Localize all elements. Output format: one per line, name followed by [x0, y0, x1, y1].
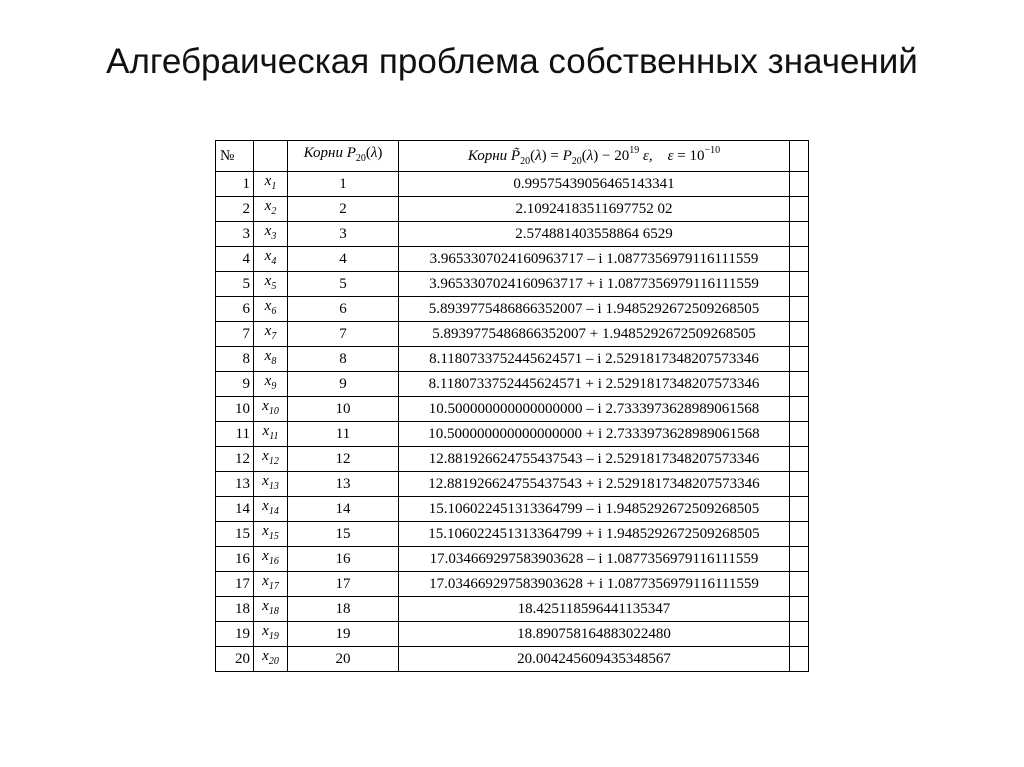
variable-subscript: 11	[269, 431, 279, 442]
row-empty-cell	[790, 647, 809, 672]
row-root: 11	[288, 422, 399, 447]
row-variable	[254, 372, 288, 397]
row-number: 19	[216, 622, 254, 647]
row-number: 20	[216, 647, 254, 672]
row-empty-cell	[790, 322, 809, 347]
row-perturbed-root: 2.574881403558864 6529	[399, 222, 790, 247]
row-number: 12	[216, 447, 254, 472]
row-number: 2	[216, 197, 254, 222]
variable-name: x	[264, 373, 272, 389]
table-row	[216, 497, 809, 522]
variable-name: x	[262, 573, 269, 589]
variable-subscript: 13	[268, 481, 279, 492]
row-root: 16	[288, 547, 399, 572]
row-perturbed-root: 2.10924183511697752 02	[399, 197, 790, 222]
table-row	[216, 422, 809, 447]
row-empty-cell	[790, 522, 809, 547]
roots-table	[215, 140, 809, 672]
row-root: 6	[288, 297, 399, 322]
table-row	[216, 197, 809, 222]
row-number: 3	[216, 222, 254, 247]
row-root: 4	[288, 247, 399, 272]
row-variable	[254, 247, 288, 272]
table-row	[216, 347, 809, 372]
row-perturbed-root: 8.1180733752445624571 + i 2.5291817348207573346	[399, 372, 790, 397]
row-perturbed-root: 17.034669297583903628 + i 1.0877356979116111559	[399, 572, 790, 597]
row-empty-cell	[790, 297, 809, 322]
row-root: 17	[288, 572, 399, 597]
row-variable	[254, 647, 288, 672]
page-title: Алгебраическая проблема собственных значений	[106, 42, 918, 81]
table-header-row	[216, 141, 809, 172]
variable-subscript: 12	[268, 456, 279, 467]
variable-name: x	[264, 223, 272, 239]
row-variable	[254, 497, 288, 522]
row-variable	[254, 597, 288, 622]
row-variable	[254, 322, 288, 347]
variable-subscript: 6	[271, 306, 277, 317]
row-empty-cell	[790, 447, 809, 472]
variable-name: x	[262, 398, 269, 414]
row-number: 18	[216, 597, 254, 622]
row-variable	[254, 347, 288, 372]
row-perturbed-root: 8.1180733752445624571 – i 2.5291817348207573346	[399, 347, 790, 372]
row-number: 8	[216, 347, 254, 372]
table-row	[216, 247, 809, 272]
header-x	[254, 141, 288, 172]
variable-name: x	[262, 473, 269, 489]
row-number: 7	[216, 322, 254, 347]
row-empty-cell	[790, 372, 809, 397]
row-root: 1	[288, 172, 399, 197]
table-row	[216, 172, 809, 197]
variable-name: x	[262, 523, 269, 539]
variable-subscript: 4	[271, 256, 277, 267]
row-number: 1	[216, 172, 254, 197]
row-number: 11	[216, 422, 254, 447]
table-row	[216, 522, 809, 547]
variable-name: x	[262, 598, 269, 614]
row-variable	[254, 472, 288, 497]
row-root: 12	[288, 447, 399, 472]
variable-name: x	[264, 248, 272, 264]
row-root: 14	[288, 497, 399, 522]
row-perturbed-root: 17.034669297583903628 – i 1.0877356979116111559	[399, 547, 790, 572]
row-perturbed-root: 15.106022451313364799 – i 1.9485292672509268505	[399, 497, 790, 522]
table-row	[216, 297, 809, 322]
row-variable	[254, 572, 288, 597]
row-root: 13	[288, 472, 399, 497]
row-perturbed-root: 5.8939775486866352007 + 1.9485292672509268505	[399, 322, 790, 347]
row-variable	[254, 197, 288, 222]
table-row	[216, 622, 809, 647]
variable-subscript: 3	[271, 231, 277, 242]
variable-subscript: 20	[268, 656, 279, 667]
variable-name: x	[264, 273, 272, 289]
variable-subscript: 18	[268, 606, 279, 617]
row-variable	[254, 447, 288, 472]
row-variable	[254, 622, 288, 647]
variable-name: x	[262, 648, 269, 664]
variable-name: x	[264, 323, 272, 339]
variable-subscript: 17	[268, 581, 279, 592]
row-perturbed-root: 18.425118596441135347	[399, 597, 790, 622]
variable-subscript: 16	[268, 556, 279, 567]
table-row	[216, 447, 809, 472]
row-variable	[254, 297, 288, 322]
row-empty-cell	[790, 347, 809, 372]
row-root: 9	[288, 372, 399, 397]
row-variable	[254, 422, 288, 447]
row-empty-cell	[790, 172, 809, 197]
header-perturbed-roots: Корни $P̃_{20}(\lambda) = P_{20}(\lambda) - 20^{19}$ ε, $\varepsilon = 10^{-10}$	[399, 141, 790, 172]
table-row	[216, 272, 809, 297]
variable-name: x	[262, 548, 269, 564]
variable-subscript: 19	[268, 631, 279, 642]
row-perturbed-root: 3.9653307024160963717 + i 1.0877356979116111559	[399, 272, 790, 297]
row-perturbed-root: 20.004245609435348567	[399, 647, 790, 672]
row-empty-cell	[790, 222, 809, 247]
row-number: 16	[216, 547, 254, 572]
row-root: 5	[288, 272, 399, 297]
row-root: 18	[288, 597, 399, 622]
table-row	[216, 322, 809, 347]
row-root: 20	[288, 647, 399, 672]
row-perturbed-root: 12.881926624755437543 + i 2.5291817348207573346	[399, 472, 790, 497]
variable-name: x	[262, 498, 269, 514]
variable-subscript: 14	[268, 506, 279, 517]
row-root: 3	[288, 222, 399, 247]
row-perturbed-root: 10.500000000000000000 – i 2.7333973628989061568	[399, 397, 790, 422]
variable-subscript: 7	[271, 331, 277, 342]
row-root: 7	[288, 322, 399, 347]
row-perturbed-root: 15.106022451313364799 + i 1.9485292672509268505	[399, 522, 790, 547]
variable-name: x	[264, 298, 272, 314]
row-empty-cell	[790, 272, 809, 297]
row-perturbed-root: 18.890758164883022480	[399, 622, 790, 647]
table-row	[216, 647, 809, 672]
table-row	[216, 397, 809, 422]
table-row	[216, 597, 809, 622]
row-variable	[254, 272, 288, 297]
variable-name: x	[264, 173, 272, 189]
variable-name: x	[262, 448, 269, 464]
variable-name: x	[262, 623, 269, 639]
row-root: 2	[288, 197, 399, 222]
row-number: 9	[216, 372, 254, 397]
variable-subscript: 5	[271, 281, 277, 292]
variable-subscript: 15	[268, 531, 279, 542]
row-empty-cell	[790, 422, 809, 447]
row-empty-cell	[790, 472, 809, 497]
row-root: 8	[288, 347, 399, 372]
variable-subscript: 2	[271, 206, 277, 217]
row-variable	[254, 397, 288, 422]
row-number: 4	[216, 247, 254, 272]
table-row	[216, 472, 809, 497]
row-empty-cell	[790, 597, 809, 622]
row-empty-cell	[790, 622, 809, 647]
row-variable	[254, 222, 288, 247]
header-number: №	[216, 141, 254, 172]
row-empty-cell	[790, 547, 809, 572]
variable-name: x	[264, 198, 272, 214]
variable-subscript: 9	[271, 381, 277, 392]
row-number: 14	[216, 497, 254, 522]
row-perturbed-root: 0.99575439056465143341	[399, 172, 790, 197]
row-empty-cell	[790, 497, 809, 522]
row-empty-cell	[790, 247, 809, 272]
row-number: 13	[216, 472, 254, 497]
row-perturbed-root: 5.8939775486866352007 – i 1.9485292672509268505	[399, 297, 790, 322]
variable-subscript: 1	[271, 181, 277, 192]
row-root: 19	[288, 622, 399, 647]
table-row	[216, 547, 809, 572]
table-row	[216, 572, 809, 597]
row-empty-cell	[790, 197, 809, 222]
variable-subscript: 10	[268, 406, 279, 417]
header-roots: Корни $P_{20}(\lambda)$	[288, 141, 399, 172]
row-variable	[254, 522, 288, 547]
row-perturbed-root: 3.9653307024160963717 – i 1.0877356979116111559	[399, 247, 790, 272]
row-number: 17	[216, 572, 254, 597]
row-number: 10	[216, 397, 254, 422]
row-variable	[254, 172, 288, 197]
table-row	[216, 222, 809, 247]
row-variable	[254, 547, 288, 572]
row-number: 5	[216, 272, 254, 297]
table-row	[216, 372, 809, 397]
row-number: 6	[216, 297, 254, 322]
row-empty-cell	[790, 572, 809, 597]
row-perturbed-root: 12.881926624755437543 – i 2.5291817348207573346	[399, 447, 790, 472]
row-perturbed-root: 10.500000000000000000 + i 2.7333973628989061568	[399, 422, 790, 447]
row-root: 15	[288, 522, 399, 547]
row-empty-cell	[790, 397, 809, 422]
header-empty-column	[790, 141, 809, 172]
variable-name: x	[262, 423, 270, 439]
variable-subscript: 8	[271, 356, 277, 367]
row-number: 15	[216, 522, 254, 547]
variable-name: x	[264, 348, 272, 364]
row-root: 10	[288, 397, 399, 422]
